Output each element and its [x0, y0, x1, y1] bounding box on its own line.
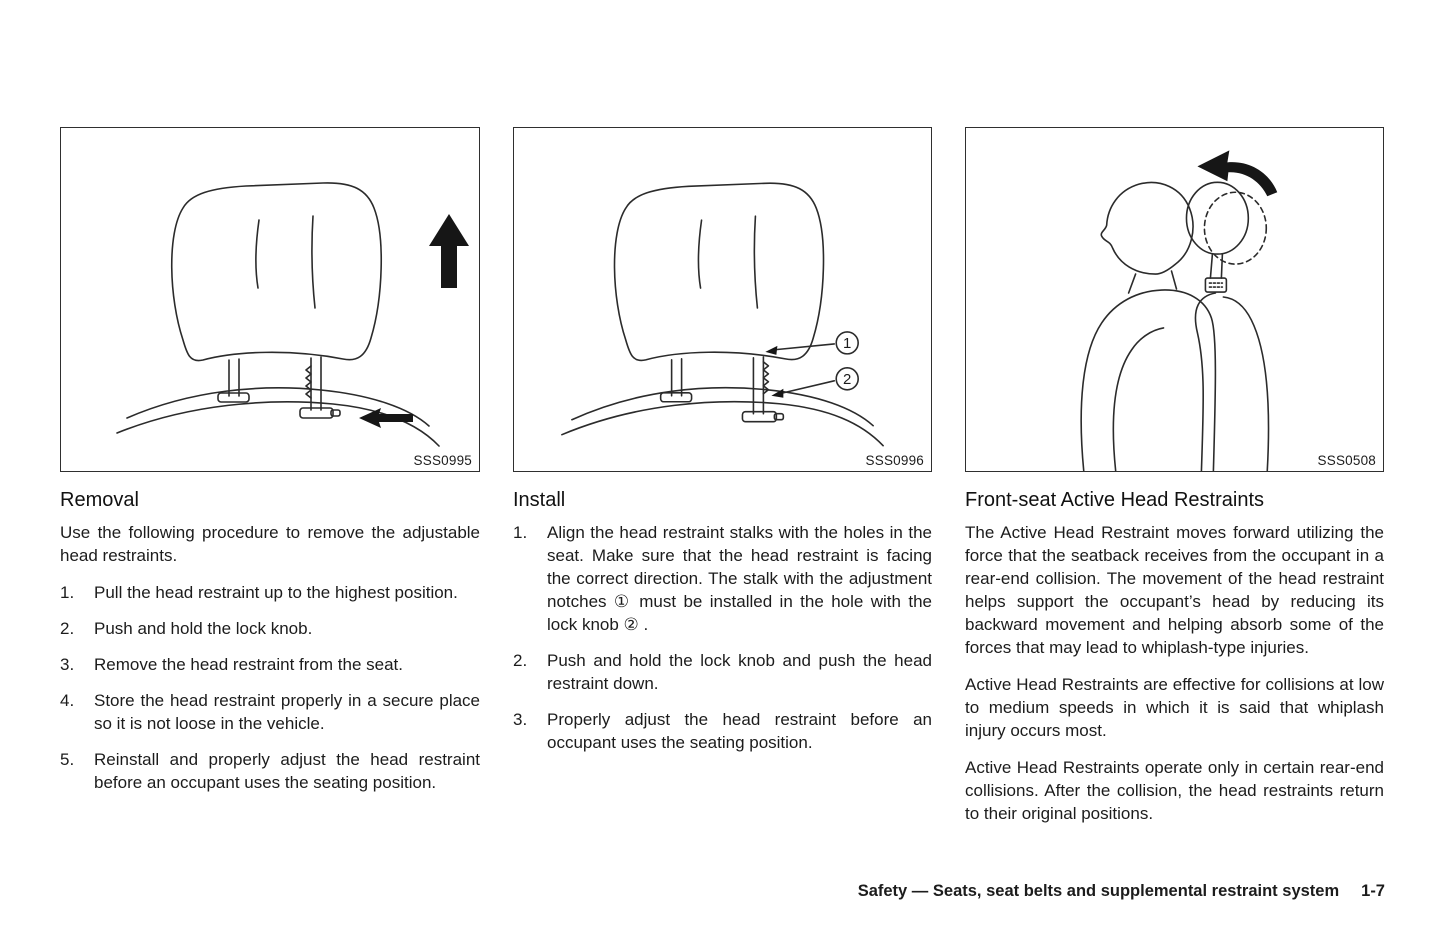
active-head-restraint-illustration: [966, 128, 1383, 471]
item-number: 2.: [513, 651, 528, 670]
list-item: [60, 689, 480, 735]
column-install: [513, 127, 932, 839]
callout-1-label: 1: [843, 334, 852, 352]
list-item: [513, 521, 932, 636]
active-paragraph: Active Head Restraints are effective for collisions at low to medium speeds in which it is said that whiplash injury occurs most.: [965, 675, 1384, 740]
figure-code: SSS0508: [1314, 453, 1376, 468]
column-removal: [60, 127, 480, 839]
removal-intro: Use the following procedure to remove the adjustable head restraints.: [60, 523, 480, 565]
item-number: 1.: [513, 523, 528, 542]
active-paragraph: The Active Head Restraint moves forward utilizing the force that the seatback receives from the occupant in a rear-end collision. The movement of the head restraint helps support the occupant’s head by reducing its backward movement and helping absorb some of the forces that may lead to whiplash-type injuries.: [965, 523, 1384, 657]
head-restraint-removal-illustration: [61, 128, 479, 471]
item-text: Properly adjust the head restraint before an occupant uses the seating position.: [547, 710, 932, 752]
callout-2-label: 2: [843, 370, 852, 388]
footer-page-number: 1-7: [1361, 882, 1385, 900]
install-heading: Install: [513, 489, 566, 511]
item-number: 3.: [60, 655, 75, 674]
list-item: [60, 617, 480, 640]
removal-heading: Removal: [60, 489, 139, 511]
column-active-head-restraints: [965, 127, 1384, 839]
active-heading: Front-seat Active Head Restraints: [965, 489, 1265, 511]
list-item: [513, 649, 932, 695]
item-number: 2.: [60, 619, 75, 638]
item-text: Pull the head restraint up to the highest position.: [94, 583, 458, 602]
item-number: 3.: [513, 710, 528, 729]
figure-install: [513, 127, 932, 472]
figure-active-head-restraint: [965, 127, 1384, 472]
content-columns: [60, 127, 1385, 839]
item-text: Store the head restraint properly in a secure place so it is not loose in the vehicle.: [94, 691, 480, 733]
list-item: [513, 708, 932, 754]
page-footer: [858, 882, 1385, 901]
item-number: 1.: [60, 583, 75, 602]
item-number: 4.: [60, 691, 75, 710]
figure-code: SSS0996: [862, 453, 924, 468]
footer-section-title: Safety — Seats, seat belts and supplemental restraint system: [857, 882, 1340, 900]
item-text: Reinstall and properly adjust the head restraint before an occupant uses the seating position.: [94, 750, 480, 792]
item-text: Push and hold the lock knob and push the head restraint down.: [547, 651, 932, 693]
head-restraint-install-illustration: [514, 128, 931, 471]
active-paragraph: Active Head Restraints operate only in certain rear-end collisions. After the collision, the head restraints return to their original positions.: [965, 758, 1384, 823]
list-item: [60, 748, 480, 794]
item-number: 5.: [60, 750, 75, 769]
item-text: Push and hold the lock knob.: [94, 619, 313, 638]
item-text: Align the head restraint stalks with the holes in the seat. Make sure that the head restraint is facing the correct direction. The stalk with the adjustment notches ① must be installed in the hole with the lock knob ② .: [547, 523, 932, 634]
list-item: [60, 653, 480, 676]
item-text: Remove the head restraint from the seat.: [94, 655, 403, 674]
figure-code: SSS0995: [410, 453, 472, 468]
list-item: [60, 581, 480, 604]
figure-removal: [60, 127, 480, 472]
